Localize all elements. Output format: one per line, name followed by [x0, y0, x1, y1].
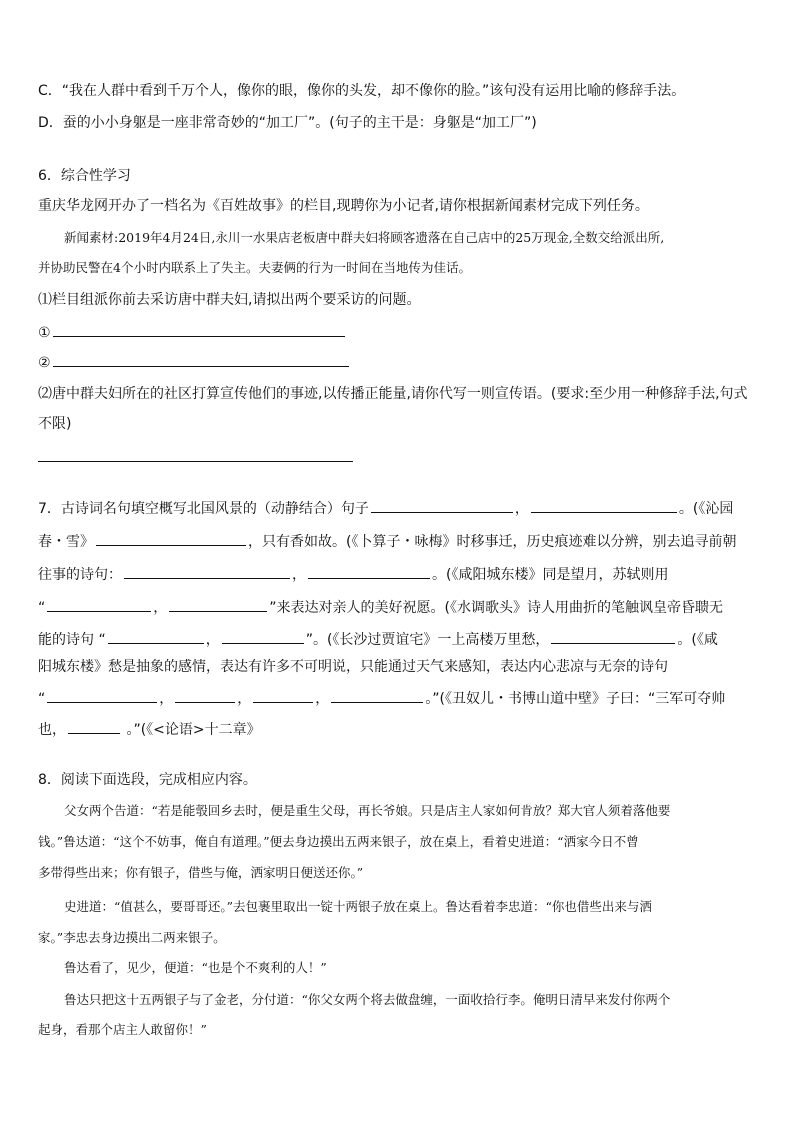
q6-answer-marker-1: ①: [38, 325, 51, 341]
q7-blank-5[interactable]: [308, 564, 430, 579]
q7-text-7e: 。”(《丑奴儿・书博山道中壁》子曰：“三军可夺帅: [425, 691, 726, 707]
q7-text-5d: 。(《咸: [677, 632, 718, 648]
q7-text-8a: 也，: [38, 722, 66, 738]
q8-passage-line-4: 史进道：“值甚么，要哥哥还。”去包裹里取出一锭十两银子放在桌上。鲁达看着李忠道：“你也借些出来与洒: [64, 899, 652, 914]
q7-text-1c: 。(《沁园: [678, 501, 734, 517]
q7-text-1b: ，: [514, 501, 529, 517]
q6-slogan-answer-blank[interactable]: [38, 461, 353, 462]
q7-text-7b: ，: [159, 691, 174, 707]
q7-text-2b: ，只有香如故。(《卜算子・咏梅》时移事迁，历史痕迹难以分辨，别去追寻前朝: [248, 534, 737, 550]
q7-text-4b: ，: [153, 600, 168, 616]
q8-passage-line-1: 父女两个告道：“若是能彀回乡去时，便是重生父母，再长爷娘。只是店主人家如何肯放？郑大官人须着落他要: [64, 803, 671, 818]
q7-text-8b: 。”(《<论语>十二章》: [122, 722, 261, 738]
q5-option-c: C．“我在人群中看到千万个人，像你的眼，像你的头发，却不像你的脸。”该句没有运用比喻的修辞手法。: [38, 83, 686, 99]
q7-text-5a: 能的诗句 “: [38, 632, 106, 648]
q6-answer-marker-2: ②: [38, 355, 51, 371]
q6-answer-line-1[interactable]: [38, 322, 347, 343]
q7-blank-6[interactable]: [47, 597, 151, 612]
q7-blank-10[interactable]: [551, 629, 675, 644]
q6-heading: 6．综合性学习: [38, 168, 131, 184]
q6-answer-blank-2[interactable]: [53, 352, 349, 367]
q7-text-2a: 春・雪》: [38, 534, 94, 550]
q6-task2-line1: ⑵唐中群夫妇所在的社区打算宣传他们的事迹,以传播正能量,请你代写一则宣传语。(要求:至少用一种修辞手法,句式: [38, 386, 748, 402]
q8-passage-line-7: 鲁达只把这十五两银子与了金老，分付道：“你父女两个将去做盘缠，一面收拾行李。俺明日清早来发付你两个: [64, 992, 671, 1007]
q8-passage-line-2: 钱。”鲁达道：“这个不妨事，俺自有道理。”便去身边摸出五两来银子，放在桌上，看着史进道：“洒家今日不曾: [38, 834, 639, 849]
q8-passage-line-6: 鲁达看了，见少，便道：“也是个不爽利的人！”: [64, 960, 327, 975]
q6-answer-line-2[interactable]: [38, 352, 351, 373]
q8-passage-line-3: 多带得些出来；你有银子，借些与俺，洒家明日便送还你。”: [38, 865, 364, 880]
q7-text-4c: ”来表达对亲人的美好祝愿。(《水调歌头》诗人用曲折的笔触讽皇帝昏聩无: [269, 600, 723, 616]
q6-task2-line2: 不限): [38, 416, 72, 432]
q7-text-7a: “: [38, 691, 46, 707]
q7-line-5: [38, 629, 718, 650]
q6-intro: 重庆华龙网开办了一档名为《百姓故事》的栏目,现聘你为小记者,请你根据新闻素材完成下列任务。: [38, 198, 649, 214]
q6-news-material-line2: 并协助民警在4个小时内联系上了失主。夫妻俩的行为一时间在当地传为佳话。: [38, 260, 471, 275]
q7-text-5b: ，: [205, 632, 220, 648]
q7-blank-8[interactable]: [108, 629, 204, 644]
q7-text-5c: ”。(《长沙过贾谊宅》一上高楼万里愁，: [305, 632, 550, 648]
q7-line-8: [38, 719, 261, 740]
q7-line-1: [38, 498, 733, 519]
q8-passage-line-8: 起身，看那个店主人敢留你！”: [38, 1022, 207, 1037]
q7-line-2: [38, 531, 736, 552]
q7-blank-12[interactable]: [175, 688, 235, 703]
q7-line-4: [38, 597, 723, 618]
q8-heading: 8．阅读下面选段，完成相应内容。: [38, 772, 257, 788]
q7-blank-7[interactable]: [169, 597, 267, 612]
q7-text-7c: ，: [237, 691, 252, 707]
q7-text-4a: “: [38, 600, 46, 616]
q7-blank-2[interactable]: [531, 498, 677, 513]
q7-text-3c: 。(《咸阳城东楼》同是望月，苏轼则用: [432, 567, 669, 583]
q7-blank-15[interactable]: [68, 719, 120, 734]
q7-blank-9[interactable]: [222, 629, 304, 644]
q7-blank-14[interactable]: [331, 688, 423, 703]
q7-text-7d: ，: [315, 691, 330, 707]
q7-blank-1[interactable]: [371, 498, 513, 513]
q6-news-material-line1: 新闻素材:2019年4月24日,永川一水果店老板唐中群夫妇将顾客遗落在自己店中的25万现金,全数交给派出所,: [64, 230, 665, 245]
q7-line-7: [38, 688, 725, 709]
q7-blank-11[interactable]: [47, 688, 157, 703]
q7-blank-13[interactable]: [253, 688, 313, 703]
q6-answer-blank-1[interactable]: [53, 322, 345, 337]
q6-task1: ⑴栏目组派你前去采访唐中群夫妇,请拟出两个要采访的问题。: [38, 292, 421, 308]
q7-blank-3[interactable]: [96, 531, 246, 546]
q7-text-3a: 往事的诗句：: [38, 567, 122, 583]
q8-passage-line-5: 家。”李忠去身边摸出二两来银子。: [38, 930, 226, 945]
q7-line-3: [38, 564, 668, 585]
q7-blank-4[interactable]: [124, 564, 290, 579]
q7-text-1a: 7．古诗词名句填空概写北国风景的（动静结合）句子: [38, 501, 369, 517]
q5-option-d: D．蚕的小小身躯是一座非常奇妙的“加工厂”。(句子的主干是：身躯是“加工厂”): [38, 115, 537, 131]
q7-text-3b: ，: [292, 567, 306, 583]
q7-line-6: 阳城东楼》愁是抽象的感情，表达有许多不可明说，只能通过天气来感知，表达内心悲凉与无奈的诗句: [38, 659, 668, 675]
